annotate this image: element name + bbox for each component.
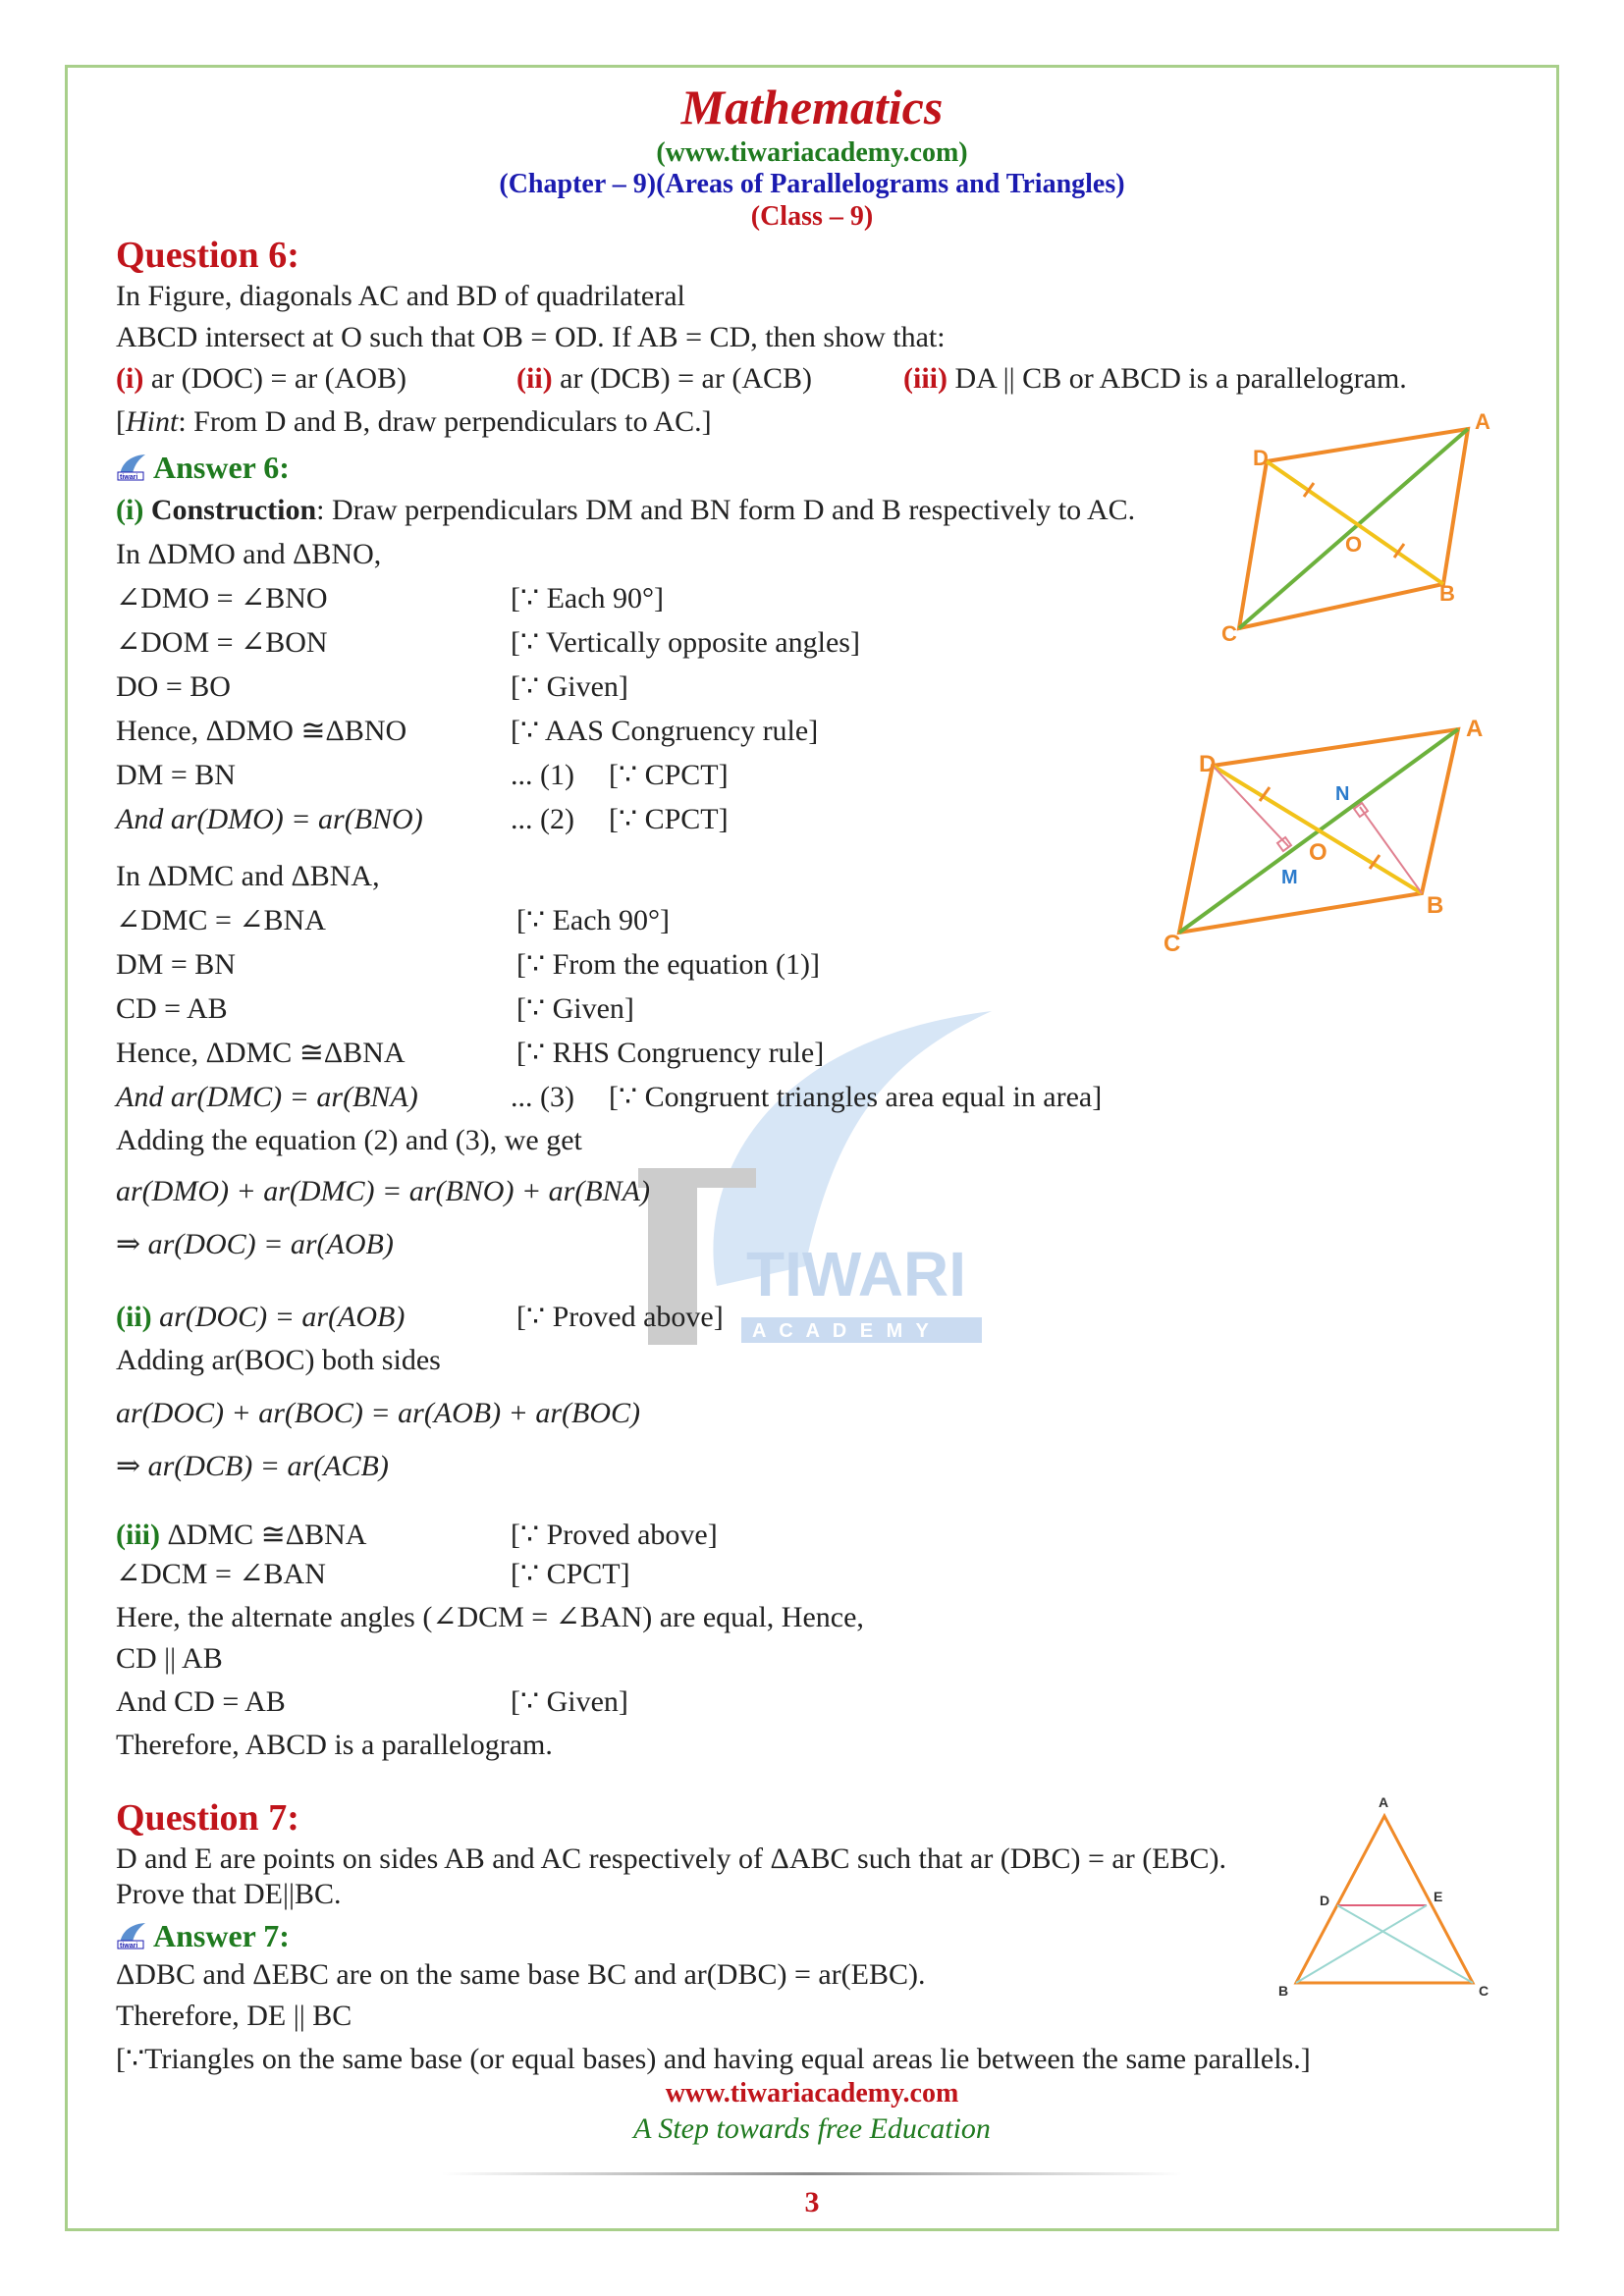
hint-rest: : From D and B, draw perpendiculars to AC.] bbox=[178, 405, 712, 438]
q6-part-iii-text: DA || CB or ABCD is a parallelogram. bbox=[954, 362, 1407, 395]
eq1-right: [∵ CPCT] bbox=[609, 759, 729, 791]
q6-hint bbox=[116, 404, 712, 440]
eq2-right: [∵ CPCT] bbox=[609, 803, 729, 835]
tiwari-leaf-icon bbox=[116, 453, 147, 482]
a6-s2-intro: In ΔDMC and ΔBNA, bbox=[116, 860, 380, 892]
s2-left-0: ∠DMC = ∠BNA bbox=[116, 904, 326, 936]
fig2-label-o: O bbox=[1309, 839, 1327, 866]
q7-line1: D and E are points on sides AB and AC respectively of ΔABC such that ar (DBC) = ar (EBC). bbox=[116, 1842, 1227, 1875]
q6-part-iii-num: (iii) bbox=[903, 362, 947, 395]
construction-text: : Draw perpendiculars DM and BN form D and B respectively to AC. bbox=[316, 494, 1136, 526]
a6-part-i-num: (i) bbox=[116, 494, 144, 526]
construction-label: Construction bbox=[150, 494, 317, 526]
a6-iii-5-right: [∵ Given] bbox=[511, 1685, 628, 1718]
s2-left-2: CD = AB bbox=[116, 992, 228, 1025]
question-6-heading: Question 6: bbox=[116, 235, 299, 276]
s2-right-2: [∵ Given] bbox=[516, 992, 634, 1025]
fig3-label-c: C bbox=[1479, 1983, 1489, 1999]
q6-part-i bbox=[116, 361, 406, 397]
a6-iii-2-right: [∵ CPCT] bbox=[511, 1558, 630, 1590]
question-7-heading: Question 7: bbox=[116, 1797, 299, 1839]
s2-left-3: Hence, ΔDMC ≅ΔBNA bbox=[116, 1037, 406, 1069]
eq1-left: DM = BN bbox=[116, 759, 236, 791]
a6-ii-sum2: ⇒ ar(DCB) = ar(ACB) bbox=[116, 1450, 389, 1482]
footer-site: www.tiwariacademy.com bbox=[665, 2078, 959, 2109]
header-chapter: (Chapter – 9)(Areas of Parallelograms and Triangles) bbox=[499, 169, 1125, 199]
s1-right-2: [∵ Given] bbox=[511, 670, 628, 703]
answer-6-heading bbox=[116, 450, 290, 486]
a6-part-ii bbox=[116, 1300, 405, 1335]
fig2-label-c: C bbox=[1164, 931, 1181, 957]
s2-left-1: DM = BN bbox=[116, 948, 236, 981]
hint-open: [ bbox=[116, 405, 126, 438]
a6-iii-6: Therefore, ABCD is a parallelogram. bbox=[116, 1729, 553, 1761]
s1-right-1: [∵ Vertically opposite angles] bbox=[511, 626, 860, 659]
fig1-label-b: B bbox=[1439, 581, 1455, 606]
a6-part-iii-eq: ΔDMC ≅ΔBNA bbox=[167, 1519, 367, 1551]
s1-left-3: Hence, ΔDMO ≅ΔBNO bbox=[116, 715, 407, 747]
fig2-label-a: A bbox=[1466, 716, 1484, 742]
footer-tagline: A Step towards free Education bbox=[633, 2112, 991, 2145]
t-bar bbox=[638, 1168, 756, 1188]
fig2-label-d: D bbox=[1199, 751, 1217, 777]
eq1-num: ... (1) bbox=[511, 759, 574, 791]
a6-iii-2-left: ∠DCM = ∠BAN bbox=[116, 1558, 326, 1590]
perpendicular-bn bbox=[1360, 807, 1422, 893]
a6-s1-intro: In ΔDMO and ΔBNO, bbox=[116, 538, 382, 570]
a6-part-ii-num: (ii) bbox=[116, 1301, 152, 1333]
page-number: 3 bbox=[804, 2186, 820, 2218]
sum-line-1: ar(DMO) + ar(DMC) = ar(BNO) + ar(BNA) bbox=[116, 1175, 650, 1207]
q6-part-i-num: (i) bbox=[116, 362, 144, 395]
figure-2-parallelogram bbox=[1154, 707, 1497, 962]
q6-part-ii-num: (ii) bbox=[516, 362, 553, 395]
q6-part-ii bbox=[516, 361, 812, 397]
q6-line2: ABCD intersect at O such that OB = OD. If AB = CD, then show that: bbox=[116, 321, 946, 353]
a6-part-ii-reason: [∵ Proved above] bbox=[516, 1301, 724, 1333]
icon-label: tiwari bbox=[120, 474, 138, 481]
hint-word: Hint bbox=[126, 405, 179, 438]
q6-part-iii bbox=[903, 361, 1407, 397]
a6-part-iii-num: (iii) bbox=[116, 1519, 160, 1551]
a6-iii-3: Here, the alternate angles (∠DCM = ∠BAN) are equal, Hence, bbox=[116, 1601, 864, 1633]
eq3-left: And ar(DMC) = ar(BNA) bbox=[116, 1081, 418, 1113]
figure-1-parallelogram bbox=[1208, 402, 1502, 648]
fig1-label-a: A bbox=[1475, 409, 1490, 434]
a7-line2: Therefore, DE || BC bbox=[116, 2000, 352, 2032]
s2-right-1: [∵ From the equation (1)] bbox=[516, 948, 821, 981]
fig2-label-m: M bbox=[1281, 867, 1298, 888]
a6-ii-sum1: ar(DOC) + ar(BOC) = ar(AOB) + ar(BOC) bbox=[116, 1397, 641, 1429]
a7-line3: [∵Triangles on the same base (or equal bases) and having equal areas lie between the same parallels.] bbox=[116, 2043, 1311, 2075]
answer-7-heading bbox=[116, 1918, 290, 1954]
header-class: (Class – 9) bbox=[750, 201, 874, 232]
s1-right-3: [∵ AAS Congruency rule] bbox=[511, 715, 819, 747]
q6-part-i-text: ar (DOC) = ar (AOB) bbox=[150, 362, 406, 395]
fig1-label-o: O bbox=[1345, 532, 1363, 557]
a6-iii-4: CD || AB bbox=[116, 1642, 223, 1675]
fig3-label-a: A bbox=[1379, 1794, 1389, 1810]
diagonal-bd bbox=[1267, 461, 1443, 584]
fig3-label-d: D bbox=[1320, 1893, 1330, 1908]
fig3-label-e: E bbox=[1434, 1889, 1443, 1904]
footer-divider bbox=[442, 2172, 1182, 2175]
answer-7-text: Answer 7: bbox=[153, 1918, 290, 1953]
q6-part-ii-text: ar (DCB) = ar (ACB) bbox=[560, 362, 813, 395]
s1-left-0: ∠DMO = ∠BNO bbox=[116, 582, 328, 614]
q7-line2: Prove that DE||BC. bbox=[116, 1878, 342, 1910]
a7-line1: ΔDBC and ΔEBC are on the same base BC and ar(DBC) = ar(EBC). bbox=[116, 1958, 926, 1991]
diagonal-bd bbox=[1213, 766, 1422, 893]
fig1-label-c: C bbox=[1221, 621, 1237, 646]
watermark-name: TIWARI bbox=[746, 1239, 966, 1309]
fig1-label-d: D bbox=[1253, 446, 1269, 470]
right-angle-m bbox=[1277, 837, 1291, 851]
a6-construction bbox=[116, 493, 1135, 528]
sum-line-2: ⇒ ar(DOC) = ar(AOB) bbox=[116, 1228, 394, 1260]
a6-ii-add: Adding ar(BOC) both sides bbox=[116, 1344, 441, 1376]
a6-part-iii-reason: [∵ Proved above] bbox=[511, 1519, 718, 1551]
figure-3-triangle bbox=[1267, 1791, 1502, 2002]
page-title: Mathematics bbox=[680, 80, 944, 134]
eq2-left: And ar(DMO) = ar(BNO) bbox=[116, 803, 423, 835]
eq3-right: [∵ Congruent triangles area equal in area] bbox=[609, 1081, 1103, 1113]
q6-line1: In Figure, diagonals AC and BD of quadrilateral bbox=[116, 280, 685, 312]
fig2-label-b: B bbox=[1427, 892, 1444, 919]
a6-part-ii-eq: ar(DOC) = ar(AOB) bbox=[159, 1301, 406, 1333]
s2-right-3: [∵ RHS Congruency rule] bbox=[516, 1037, 825, 1069]
fig2-label-n: N bbox=[1335, 783, 1350, 805]
eq2-num: ... (2) bbox=[511, 803, 574, 835]
eq3-num: ... (3) bbox=[511, 1081, 574, 1113]
answer-6-text: Answer 6: bbox=[153, 450, 290, 485]
s1-right-0: [∵ Each 90°] bbox=[511, 582, 665, 614]
watermark-sub: A C A D E M Y bbox=[752, 1320, 933, 1342]
s1-left-2: DO = BO bbox=[116, 670, 231, 703]
icon-label: tiwari bbox=[120, 1943, 138, 1949]
a6-part-iii bbox=[116, 1518, 366, 1553]
s2-right-0: [∵ Each 90°] bbox=[516, 904, 671, 936]
adding-line: Adding the equation (2) and (3), we get bbox=[116, 1124, 582, 1156]
s1-left-1: ∠DOM = ∠BON bbox=[116, 626, 328, 659]
header-site: (www.tiwariacademy.com) bbox=[656, 137, 968, 168]
tiwari-leaf-icon bbox=[116, 1921, 147, 1950]
fig3-label-b: B bbox=[1278, 1983, 1289, 1999]
a6-iii-5-left: And CD = AB bbox=[116, 1685, 286, 1718]
